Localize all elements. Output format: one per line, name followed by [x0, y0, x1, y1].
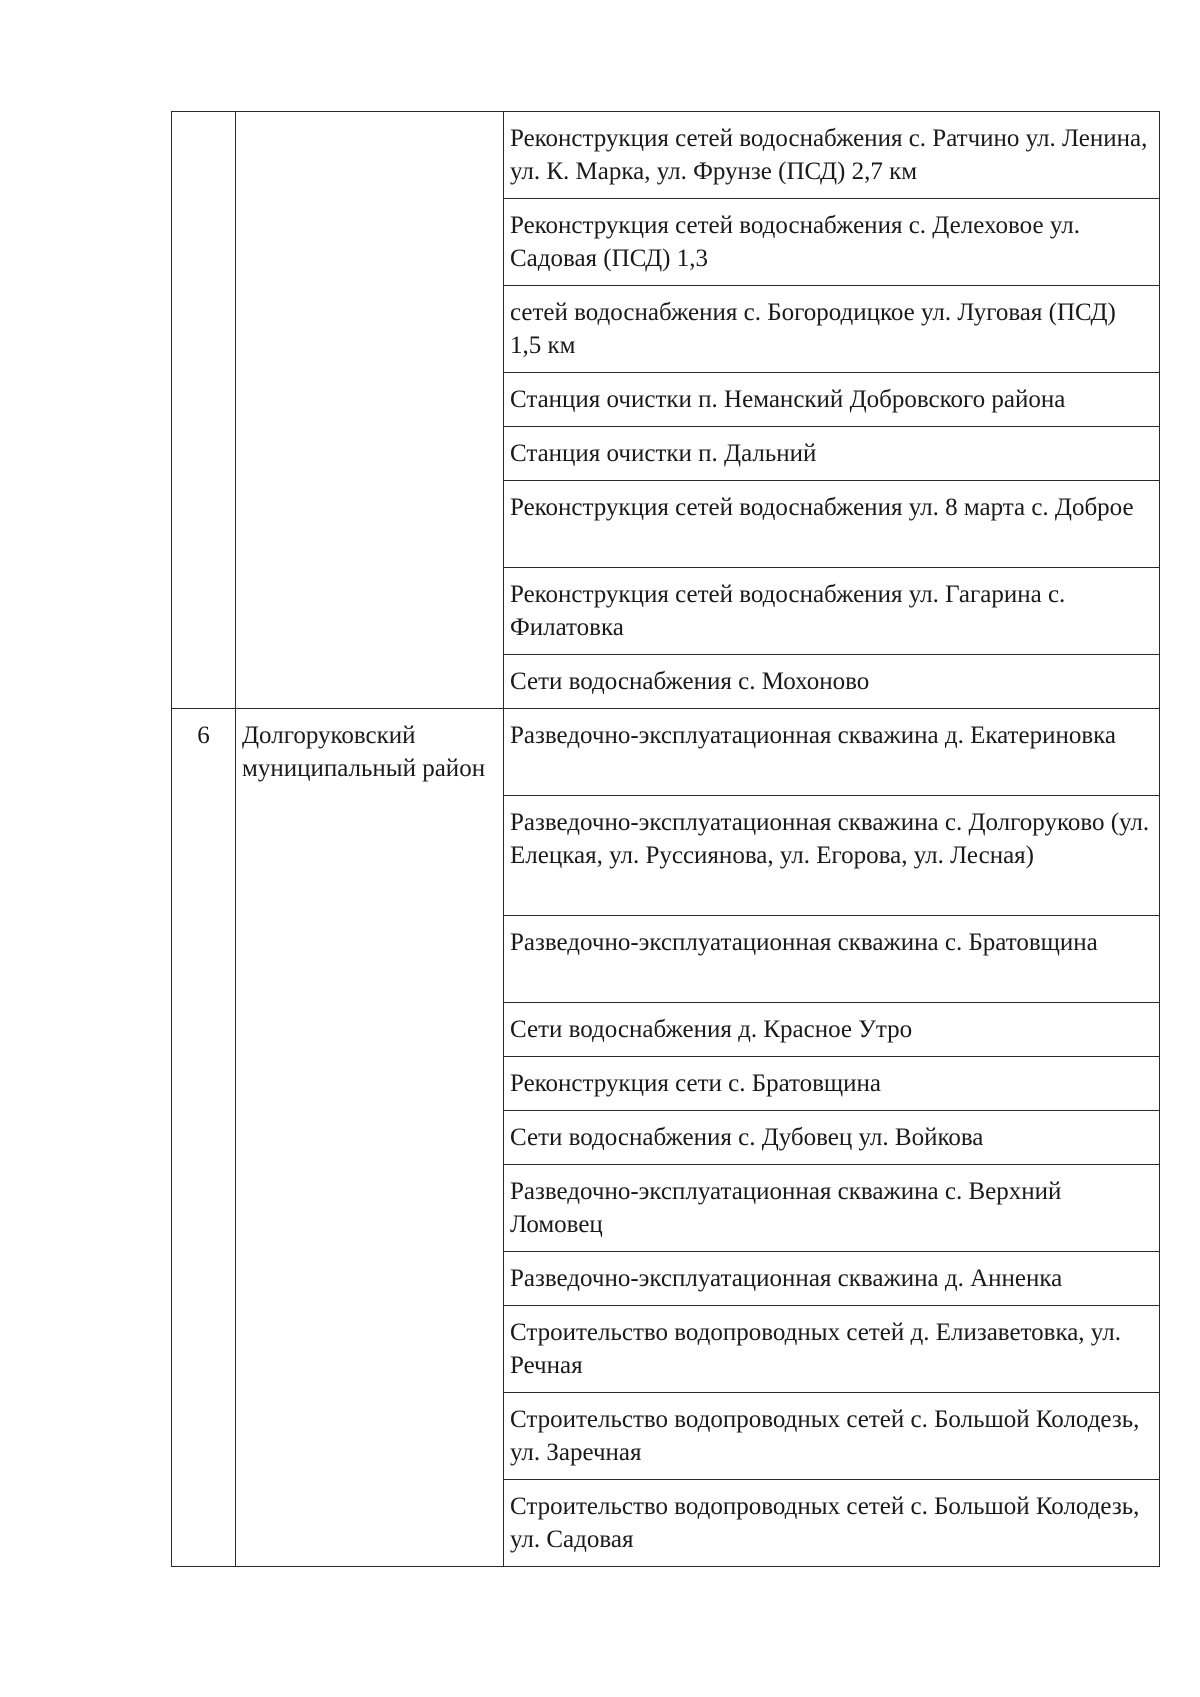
- object-cell: [504, 199, 1160, 286]
- table-row: [172, 709, 1160, 796]
- object-name: Строительство водопроводных сетей д. Елизаветовка, ул. Речная: [510, 1319, 1121, 1379]
- object-cell: [504, 1111, 1160, 1165]
- row-number-cell: [172, 709, 236, 1567]
- object-cell: [504, 1306, 1160, 1393]
- object-name: Станция очистки п. Дальний: [510, 440, 817, 467]
- object-name: Сети водоснабжения с. Дубовец ул. Войкова: [510, 1124, 984, 1151]
- object-cell: [504, 916, 1160, 1003]
- object-name: Строительство водопроводных сетей с. Большой Колодезь, ул. Заречная: [510, 1406, 1140, 1466]
- object-name: Реконструкция сетей водоснабжения с. Делеховое ул. Садовая (ПСД) 1,3: [510, 212, 1080, 272]
- object-cell: [504, 796, 1160, 916]
- object-cell: [504, 1165, 1160, 1252]
- object-name: Сети водоснабжения с. Мохоново: [510, 668, 870, 695]
- object-cell: [504, 709, 1160, 796]
- object-name: Разведочно-эксплуатационная скважина с. Верхний Ломовец: [510, 1178, 1062, 1238]
- district-cell: [236, 709, 504, 1567]
- district-name: Долгоруковский муниципальный район: [242, 722, 486, 782]
- row-number: 6: [197, 722, 210, 749]
- object-name: Реконструкция сетей водоснабжения с. Ратчино ул. Ленина, ул. К. Марка, ул. Фрунзе (ПСД) 2,7 км: [510, 125, 1148, 185]
- object-name: сетей водоснабжения с. Богородицкое ул. Луговая (ПСД) 1,5 км: [510, 299, 1116, 359]
- object-name: Разведочно-эксплуатационная скважина с. Долгоруково (ул. Елецкая, ул. Руссиянова, ул. Егорова, ул. Лесная): [510, 809, 1150, 869]
- object-cell: [504, 1480, 1160, 1567]
- objects-table: [171, 111, 1160, 1567]
- object-name: Разведочно-эксплуатационная скважина с. Братовщина: [510, 929, 1098, 956]
- object-name: Строительство водопроводных сетей с. Большой Колодезь, ул. Садовая: [510, 1493, 1140, 1553]
- object-name: Разведочно-эксплуатационная скважина д. Анненка: [510, 1265, 1063, 1292]
- table-row: [172, 112, 1160, 199]
- object-cell: [504, 286, 1160, 373]
- object-name: Разведочно-эксплуатационная скважина д. Екатериновка: [510, 722, 1117, 749]
- district-cell: [236, 112, 504, 709]
- object-cell: [504, 373, 1160, 427]
- object-cell: [504, 1057, 1160, 1111]
- object-cell: [504, 1252, 1160, 1306]
- object-cell: [504, 481, 1160, 568]
- object-cell: [504, 427, 1160, 481]
- object-name: Сети водоснабжения д. Красное Утро: [510, 1016, 913, 1043]
- object-cell: [504, 568, 1160, 655]
- row-number-cell: [172, 112, 236, 709]
- object-name: Реконструкция сети с. Братовщина: [510, 1070, 882, 1097]
- object-cell: [504, 112, 1160, 199]
- object-name: Станция очистки п. Неманский Добровского района: [510, 386, 1066, 413]
- object-cell: [504, 655, 1160, 709]
- object-cell: [504, 1393, 1160, 1480]
- object-cell: [504, 1003, 1160, 1057]
- object-name: Реконструкция сетей водоснабжения ул. Гагарина с. Филатовка: [510, 581, 1066, 641]
- object-name: Реконструкция сетей водоснабжения ул. 8 марта с. Доброе: [510, 494, 1134, 521]
